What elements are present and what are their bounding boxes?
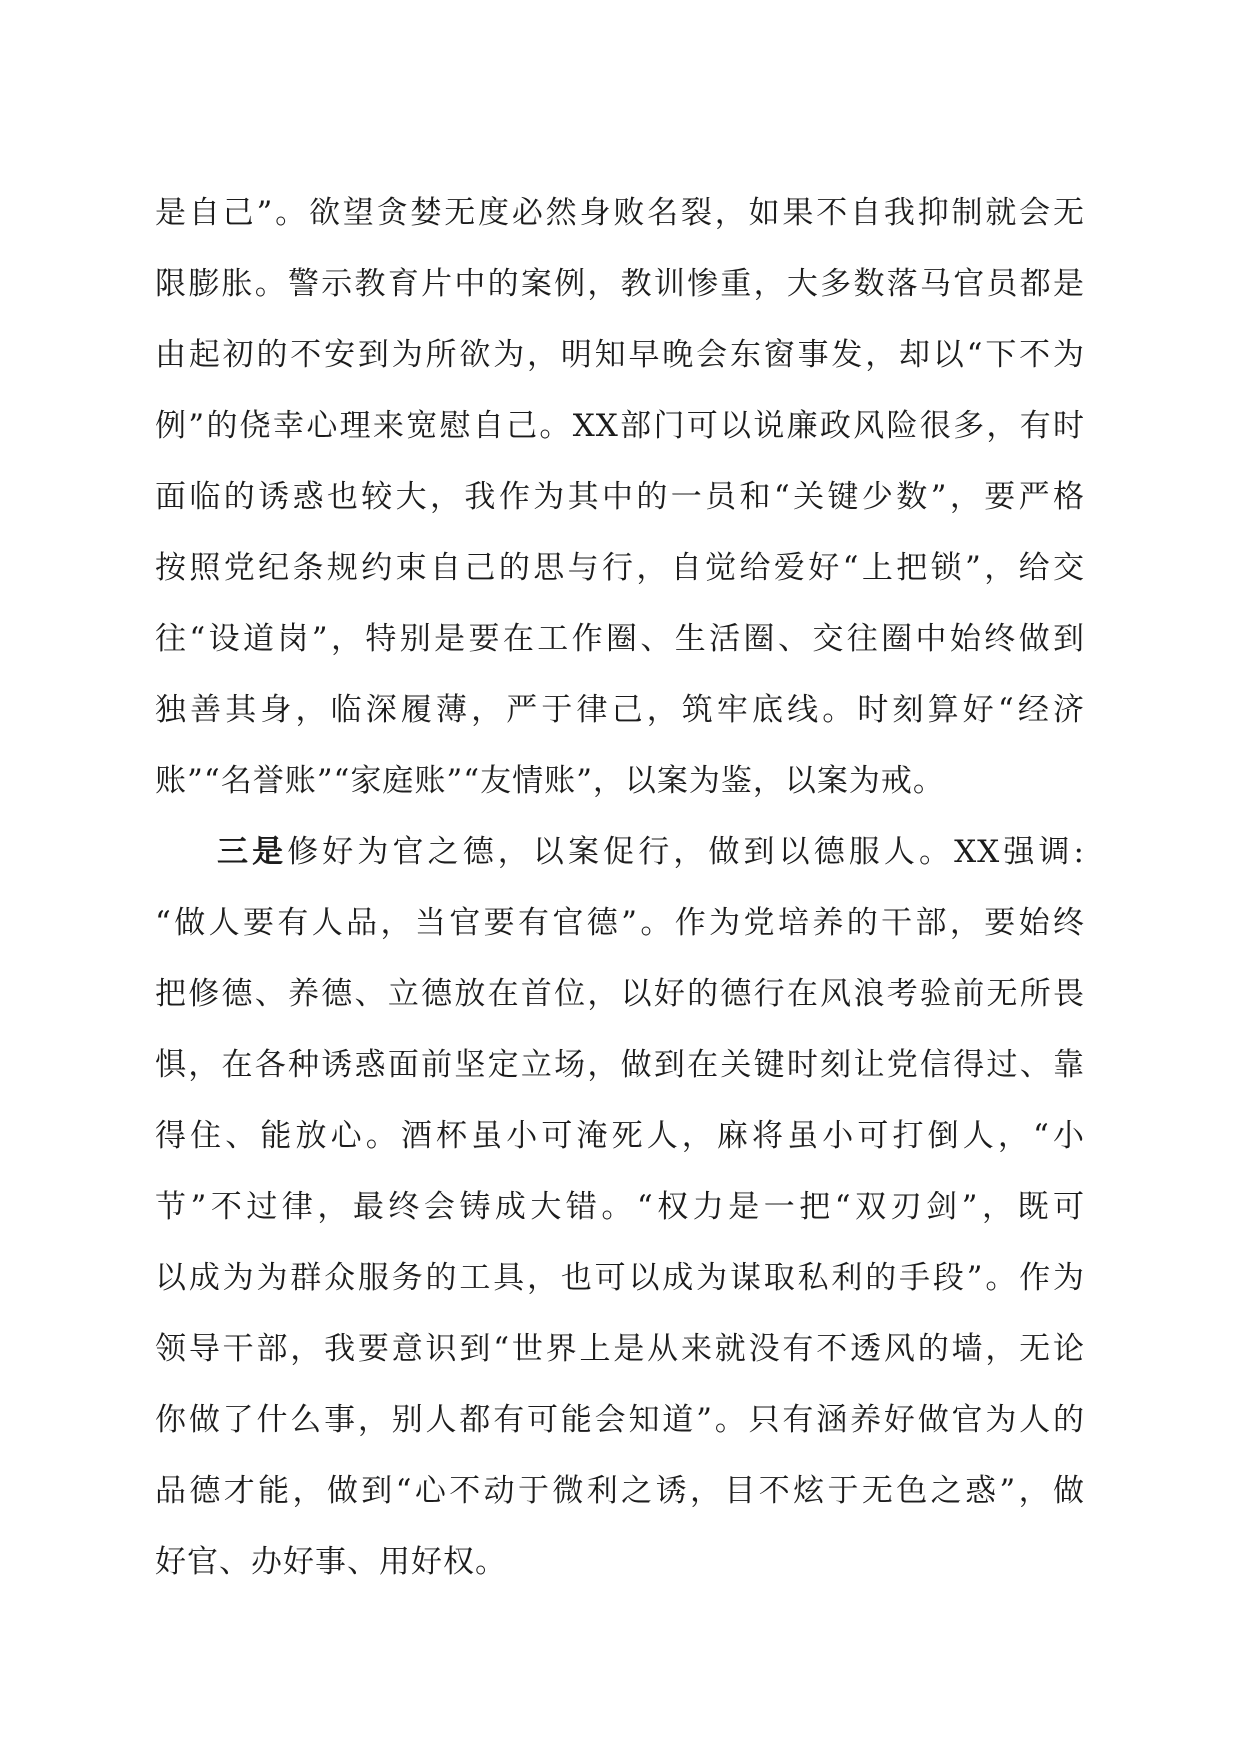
text-line: “做人要有人品，当官要有官德”。作为党培养的干部，要始终 [155, 905, 1085, 941]
text-line: 领导干部，我要意识到“世界上是从来就没有不透风的墙，无论 [155, 1331, 1085, 1367]
paragraph-2-first-line [155, 817, 1085, 888]
text-line: 按照党纪条规约束自己的思与行，自觉给爱好“上把锁”，给交 [155, 550, 1085, 586]
text-line: 把修德、养德、立德放在首位，以好的德行在风浪考验前无所畏 [155, 976, 1085, 1012]
text-line: 面临的诱惑也较大，我作为其中的一员和“关键少数”，要严格 [155, 479, 1085, 515]
text-line: 限膨胀。警示教育片中的案例，教训惨重，大多数落马官员都是 [155, 266, 1085, 302]
point-lead-label: 三是 [217, 834, 288, 870]
document-body [155, 178, 1085, 1598]
text-line: 惧，在各种诱惑面前坚定立场，做到在关键时刻让党信得过、靠 [155, 1047, 1085, 1083]
text-line: 往“设道岗”，特别是要在工作圈、生活圈、交往圈中始终做到 [155, 621, 1085, 657]
text-line: 以成为为群众服务的工具，也可以成为谋取私利的手段”。作为 [155, 1260, 1085, 1296]
text-line: 品德才能，做到“心不动于微利之诱，目不炫于无色之惑”，做 [155, 1473, 1085, 1509]
text-line: 例”的侥幸心理来宽慰自己。XX部门可以说廉政风险很多，有时 [155, 408, 1085, 444]
text-line: 由起初的不安到为所欲为，明知早晚会东窗事发，却以“下不为 [155, 337, 1085, 373]
first-line-text: 修好为官之德，以案促行，做到以德服人。XX强调: [287, 834, 1085, 870]
text-line: 账”“名誉账”“家庭账”“友情账”，以案为鉴，以案为戒。 [155, 763, 945, 799]
text-line: 你做了什么事，别人都有可能会知道”。只有涵养好做官为人的 [155, 1402, 1085, 1438]
text-line: 得住、能放心。酒杯虽小可淹死人，麻将虽小可打倒人，“小 [155, 1118, 1085, 1154]
paragraph-2 [155, 817, 1085, 1598]
text-line: 节”不过律，最终会铸成大错。“权力是一把“双刃剑”，既可 [155, 1189, 1085, 1225]
text-line: 是自己”。欲望贪婪无度必然身败名裂，如果不自我抑制就会无 [155, 195, 1085, 231]
paragraph-1 [155, 178, 1085, 817]
text-line: 独善其身，临深履薄，严于律己，筑牢底线。时刻算好“经济 [155, 692, 1085, 728]
text-line: 好官、办好事、用好权。 [155, 1544, 507, 1580]
